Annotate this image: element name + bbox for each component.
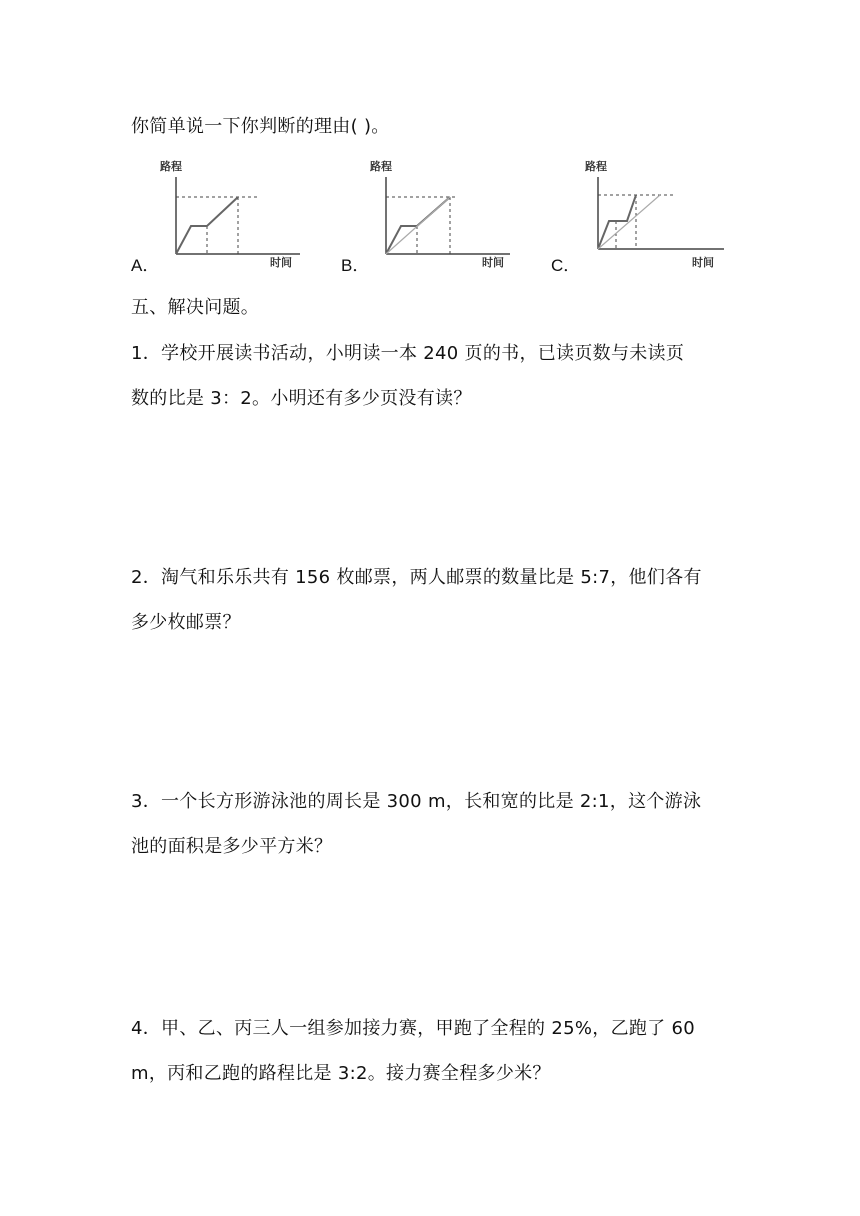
- section-title: 五、解决问题。: [131, 297, 260, 318]
- option-a-graph: [160, 155, 310, 270]
- option-c-letter: C．: [551, 256, 581, 275]
- x-axis-label: 时间: [270, 256, 292, 269]
- problem-3-line-1: 3．一个长方形游泳池的周长是 300 m，长和宽的比是 2:1，这个游泳: [131, 791, 702, 812]
- option-c-graph: [582, 155, 732, 270]
- problem-1-line-1: 1．学校开展读书活动，小明读一本 240 页的书，已读页数与未读页: [131, 343, 685, 364]
- problem-3-line-2: 池的面积是多少平方米？: [131, 836, 333, 857]
- x-axis-label: 时间: [692, 256, 714, 269]
- option-b-graph: [370, 155, 520, 270]
- intro-line: 你简单说一下你判断的理由( )。: [131, 116, 390, 137]
- problem-4-line-2: m，丙和乙跑的路程比是 3:2。接力赛全程多少米？: [131, 1063, 551, 1084]
- option-b-letter: B．: [341, 256, 370, 275]
- problem-1-line-2: 数的比是 3：2。小明还有多少页没有读？: [131, 388, 472, 409]
- problem-4-line-1: 4．甲、乙、丙三人一组参加接力赛，甲跑了全程的 25%，乙跑了 60: [131, 1018, 696, 1039]
- problem-2-line-2: 多少枚邮票？: [131, 612, 241, 633]
- y-axis-label: 路程: [585, 160, 607, 173]
- x-axis-label: 时间: [482, 256, 504, 269]
- y-axis-label: 路程: [160, 160, 182, 173]
- y-axis-label: 路程: [370, 160, 392, 173]
- option-a-letter: A．: [131, 256, 160, 275]
- problem-2-line-1: 2．淘气和乐乐共有 156 枚邮票，两人邮票的数量比是 5:7，他们各有: [131, 567, 702, 588]
